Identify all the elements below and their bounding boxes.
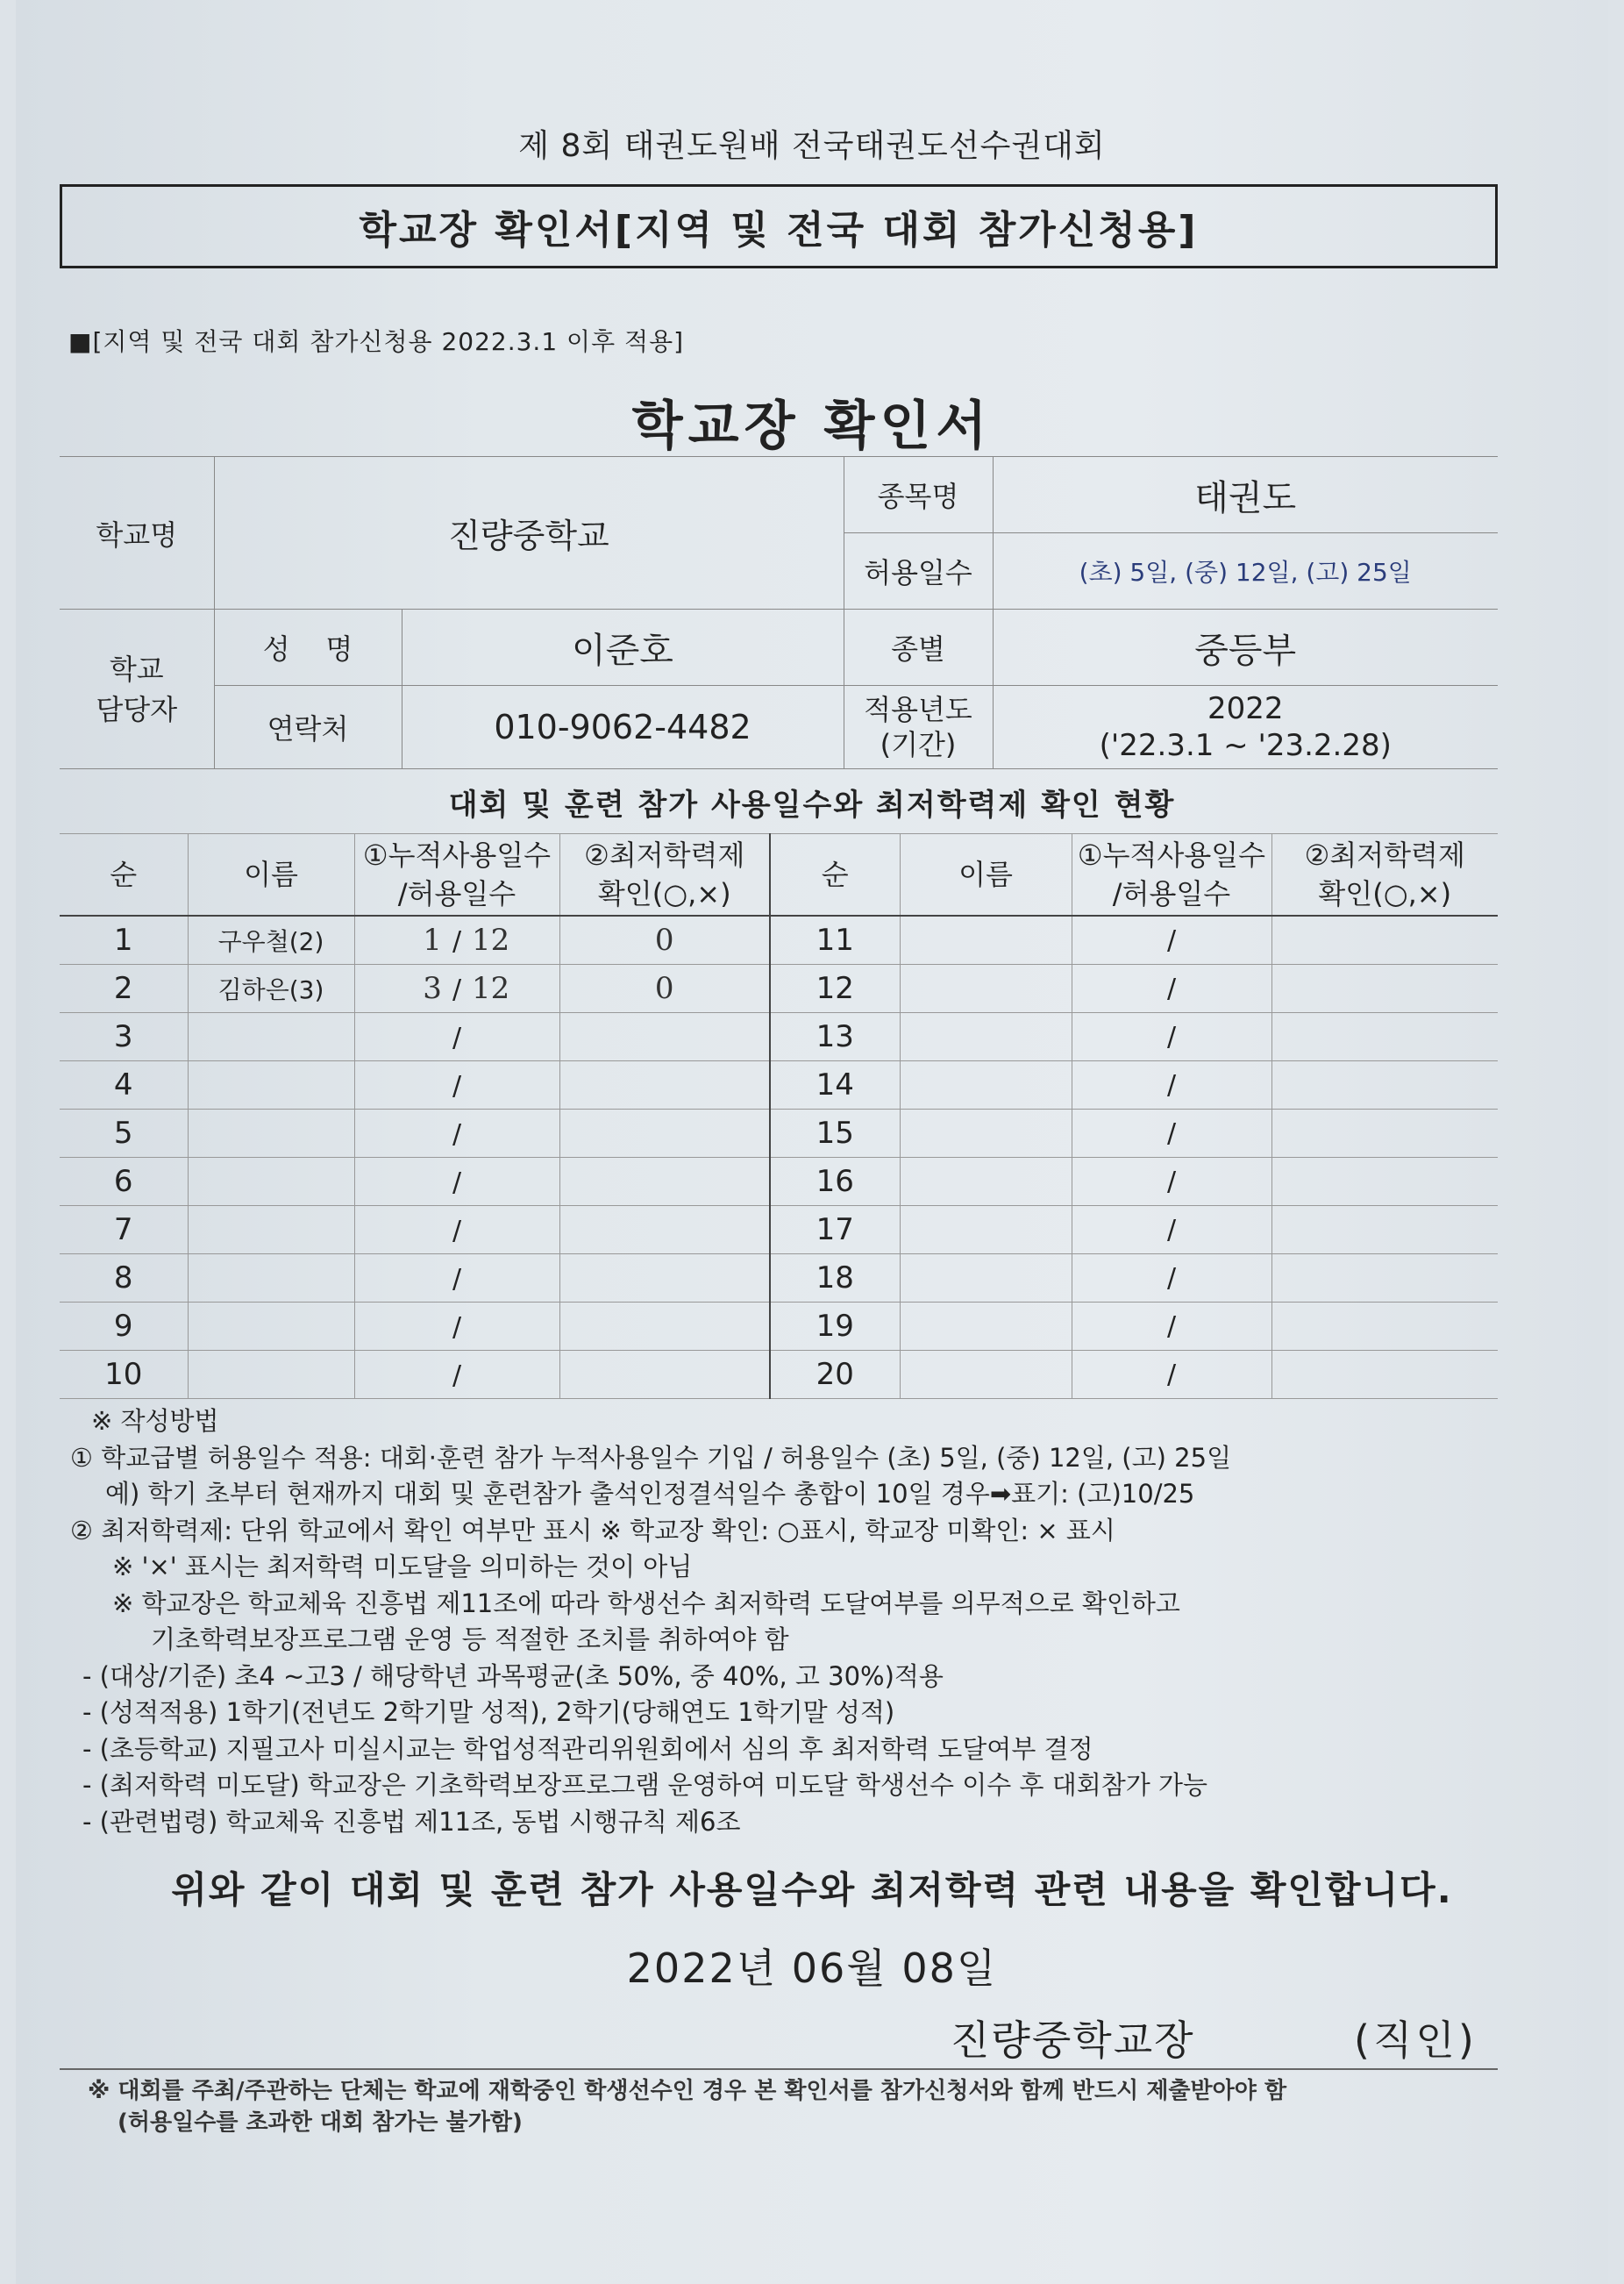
header-min-line2: 확인(○,×) bbox=[597, 877, 731, 910]
row-number: 17 bbox=[770, 1206, 900, 1254]
header-min bbox=[1271, 834, 1498, 917]
row-number: 15 bbox=[770, 1110, 900, 1158]
row-number: 8 bbox=[60, 1254, 188, 1303]
footnote-line2: (허용일수를 초과한 대회 참가는 불가함) bbox=[118, 2109, 523, 2136]
used-days: 3 bbox=[423, 971, 442, 1006]
instruction-line: ※ '×' 표시는 최저학력 미도달을 의미하는 것이 아님 bbox=[112, 1552, 693, 1581]
slash-separator: / bbox=[452, 926, 462, 957]
main-title: 학교장 확인서 bbox=[631, 396, 993, 457]
min-achievement-check bbox=[1271, 1303, 1498, 1351]
header-days-line2: /허용일수 bbox=[397, 877, 516, 910]
row-number: 2 bbox=[60, 965, 188, 1013]
min-achievement-check bbox=[559, 1206, 770, 1254]
header-days bbox=[1072, 834, 1271, 917]
instruction-line: - (대상/기준) 초4 ~고3 / 해당학년 과목평균(초 50%, 중 40%, 고 30%)적용 bbox=[82, 1660, 944, 1691]
min-achievement-check bbox=[559, 1254, 770, 1303]
header-name: 이름 bbox=[188, 834, 354, 917]
student-name bbox=[900, 1061, 1072, 1110]
contact-label bbox=[60, 610, 214, 769]
school-name-value: 진량중학교 bbox=[214, 457, 844, 610]
table-row bbox=[60, 916, 1498, 965]
min-achievement-check bbox=[559, 1303, 770, 1351]
row-number: 18 bbox=[770, 1254, 900, 1303]
student-name bbox=[188, 1061, 354, 1110]
days-cell bbox=[354, 1158, 559, 1206]
row-number: 5 bbox=[60, 1110, 188, 1158]
days-cell: / bbox=[1072, 1158, 1271, 1206]
instruction-line: - (최저학력 미도달) 학교장은 기초학력보장프로그램 운영하여 미도달 학생선수 이수 후 대회참가 가능 bbox=[82, 1770, 1208, 1800]
row-number: 9 bbox=[60, 1303, 188, 1351]
slash-separator: / bbox=[452, 1023, 462, 1053]
allowed-days: 12 bbox=[472, 923, 510, 958]
student-name bbox=[900, 1254, 1072, 1303]
slash-separator: / bbox=[452, 1264, 462, 1295]
instruction-line: ② 최저학력제: 단위 학교에서 확인 여부만 표시 ※ 학교장 확인: ○표시, 학교장 미확인: × 표시 bbox=[70, 1515, 1115, 1545]
confirmation-statement: 위와 같이 대회 및 훈련 참가 사용일수와 최저학력 관련 내용을 확인합니다. bbox=[171, 1868, 1453, 1911]
year-value-line2: ('22.3.1 ~ '23.2.28) bbox=[1099, 728, 1392, 763]
days-cell bbox=[354, 916, 559, 965]
student-name: 구우철(2) bbox=[188, 916, 354, 965]
student-name bbox=[900, 1351, 1072, 1399]
year-label bbox=[844, 686, 993, 769]
header-no: 순 bbox=[60, 834, 188, 917]
days-cell: / bbox=[1072, 1013, 1271, 1061]
student-name: 김하은(3) bbox=[188, 965, 354, 1013]
instruction-line: - (관련법령) 학교체육 진흥법 제11조, 동법 시행규칙 제6조 bbox=[82, 1806, 741, 1837]
row-number: 11 bbox=[770, 916, 900, 965]
official-seal: (직인) bbox=[1354, 2016, 1478, 2064]
footnote-line1: ※ 대회를 주최/주관하는 단체는 학교에 재학중인 학생선수인 경우 본 확인서를 참가신청서와 함께 반드시 제출받아야 함 bbox=[88, 2078, 1287, 2104]
min-achievement-check bbox=[1271, 1254, 1498, 1303]
days-cell bbox=[354, 1351, 559, 1399]
table-row bbox=[60, 1013, 1498, 1061]
min-achievement-check: 0 bbox=[559, 916, 770, 965]
instruction-line: ① 학교급별 허용일수 적용: 대회·훈련 참가 누적사용일수 기입 / 허용일수 (초) 5일, (중) 12일, (고) 25일 bbox=[70, 1442, 1232, 1473]
table-row bbox=[60, 1303, 1498, 1351]
row-number: 14 bbox=[770, 1061, 900, 1110]
slash-separator: / bbox=[452, 1071, 462, 1102]
student-name bbox=[900, 1013, 1072, 1061]
header-days-line1: ①누적사용일수 bbox=[1077, 839, 1266, 872]
year-label-line2: (기간) bbox=[880, 728, 957, 761]
allowed-days-value: (초) 5일, (중) 12일, (고) 25일 bbox=[993, 533, 1498, 610]
student-name bbox=[188, 1013, 354, 1061]
header-days bbox=[354, 834, 559, 917]
student-name bbox=[900, 916, 1072, 965]
row-number: 12 bbox=[770, 965, 900, 1013]
student-name bbox=[188, 1206, 354, 1254]
min-achievement-check bbox=[1271, 1013, 1498, 1061]
contact-label-line2: 담당자 bbox=[96, 692, 178, 726]
student-name bbox=[188, 1110, 354, 1158]
student-name bbox=[900, 1303, 1072, 1351]
student-name bbox=[188, 1303, 354, 1351]
min-achievement-check bbox=[1271, 965, 1498, 1013]
instruction-line: - (성적적용) 1학기(전년도 2학기말 성적), 2학기(당해연도 1학기말 성적) bbox=[82, 1697, 895, 1727]
slash-separator: / bbox=[452, 1216, 462, 1246]
header-name: 이름 bbox=[900, 834, 1072, 917]
division-label: 종별 bbox=[844, 610, 993, 686]
table-row bbox=[60, 1110, 1498, 1158]
days-cell: / bbox=[1072, 1351, 1271, 1399]
min-achievement-check bbox=[1271, 1110, 1498, 1158]
days-cell bbox=[354, 1013, 559, 1061]
table-row bbox=[60, 1061, 1498, 1110]
header-min-line1: ②최저학력제 bbox=[584, 839, 745, 872]
student-name bbox=[188, 1158, 354, 1206]
min-achievement-check: 0 bbox=[559, 965, 770, 1013]
phone-value: 010-9062-4482 bbox=[402, 686, 844, 769]
student-name bbox=[900, 1206, 1072, 1254]
row-number: 4 bbox=[60, 1061, 188, 1110]
table-row bbox=[60, 1206, 1498, 1254]
table-row bbox=[60, 1351, 1498, 1399]
row-number: 7 bbox=[60, 1206, 188, 1254]
table-row bbox=[60, 965, 1498, 1013]
status-title: 대회 및 훈련 참가 사용일수와 최저학력제 확인 현황 bbox=[448, 788, 1176, 823]
slash-separator: / bbox=[452, 1312, 462, 1343]
school-info-table bbox=[60, 456, 1498, 769]
row-number: 3 bbox=[60, 1013, 188, 1061]
instruction-line: 기초학력보장프로그램 운영 등 적절한 조치를 취하여야 함 bbox=[151, 1624, 789, 1654]
phone-label: 연락처 bbox=[214, 686, 402, 769]
days-cell bbox=[354, 1110, 559, 1158]
slash-separator: / bbox=[452, 974, 462, 1005]
allowed-days: 12 bbox=[472, 971, 510, 1006]
slash-separator: / bbox=[452, 1119, 462, 1150]
min-achievement-check bbox=[559, 1061, 770, 1110]
header-days-line1: ①누적사용일수 bbox=[362, 839, 552, 872]
student-name bbox=[188, 1254, 354, 1303]
days-cell: / bbox=[1072, 1303, 1271, 1351]
days-cell: / bbox=[1072, 916, 1271, 965]
slash-separator: / bbox=[452, 1360, 462, 1391]
header-no: 순 bbox=[770, 834, 900, 917]
event-title: 제 8회 태권도원배 전국태권도선수권대회 bbox=[518, 128, 1106, 164]
status-table bbox=[60, 833, 1498, 1399]
table-row bbox=[60, 1254, 1498, 1303]
instruction-line: - (초등학교) 지필고사 미실시교는 학업성적관리위원회에서 심의 후 최저학력 도달여부 결정 bbox=[82, 1733, 1093, 1764]
slash-separator: / bbox=[452, 1167, 462, 1198]
days-cell bbox=[354, 1254, 559, 1303]
year-value bbox=[993, 686, 1498, 769]
year-label-line1: 적용년도 bbox=[864, 693, 972, 726]
row-number: 1 bbox=[60, 916, 188, 965]
instructions-heading: ※ 작성방법 bbox=[91, 1406, 219, 1436]
event-label: 종목명 bbox=[844, 457, 993, 533]
row-number: 19 bbox=[770, 1303, 900, 1351]
days-cell bbox=[354, 965, 559, 1013]
footer-divider bbox=[60, 2068, 1498, 2070]
header-min-line1: ②최저학력제 bbox=[1304, 839, 1465, 872]
row-number: 13 bbox=[770, 1013, 900, 1061]
header-days-line2: /허용일수 bbox=[1112, 877, 1231, 910]
allowed-days-label: 허용일수 bbox=[844, 533, 993, 610]
student-name bbox=[188, 1351, 354, 1399]
student-name bbox=[900, 965, 1072, 1013]
school-name-label: 학교명 bbox=[60, 457, 214, 610]
min-achievement-check bbox=[559, 1110, 770, 1158]
table-row bbox=[60, 1158, 1498, 1206]
instruction-line: ※ 학교장은 학교체육 진흥법 제11조에 따라 학생선수 최저학력 도달여부를 의무적으로 확인하고 bbox=[112, 1588, 1180, 1618]
apply-note: ■[지역 및 전국 대회 참가신청용 2022.3.1 이후 적용] bbox=[68, 327, 685, 356]
days-cell: / bbox=[1072, 1061, 1271, 1110]
days-cell bbox=[354, 1061, 559, 1110]
instruction-line: 예) 학기 초부터 현재까지 대회 및 훈련참가 출석인정결석일수 총합이 10일 경우➡표기: (고)10/25 bbox=[105, 1479, 1195, 1509]
row-number: 10 bbox=[60, 1351, 188, 1399]
days-cell bbox=[354, 1206, 559, 1254]
min-achievement-check bbox=[1271, 1158, 1498, 1206]
used-days: 1 bbox=[423, 923, 442, 958]
instructions bbox=[70, 1403, 1526, 1840]
issue-date: 2022년 06월 08일 bbox=[626, 1945, 998, 1992]
name-label: 성 명 bbox=[214, 610, 402, 686]
contact-label-line1: 학교 bbox=[109, 652, 164, 686]
student-name bbox=[900, 1110, 1072, 1158]
min-achievement-check bbox=[1271, 1061, 1498, 1110]
min-achievement-check bbox=[559, 1351, 770, 1399]
days-cell: / bbox=[1072, 1206, 1271, 1254]
days-cell: / bbox=[1072, 1254, 1271, 1303]
days-cell bbox=[354, 1303, 559, 1351]
header-min bbox=[559, 834, 770, 917]
year-value-line1: 2022 bbox=[1207, 691, 1284, 726]
name-value: 이준호 bbox=[402, 610, 844, 686]
student-name bbox=[900, 1158, 1072, 1206]
row-number: 20 bbox=[770, 1351, 900, 1399]
document-title: 학교장 확인서[지역 및 전국 대회 참가신청용] bbox=[60, 184, 1498, 268]
header-min-line2: 확인(○,×) bbox=[1318, 877, 1452, 910]
min-achievement-check bbox=[1271, 1206, 1498, 1254]
row-number: 16 bbox=[770, 1158, 900, 1206]
min-achievement-check bbox=[559, 1158, 770, 1206]
principal-name: 진량중학교장 bbox=[951, 2016, 1195, 2064]
division-value: 중등부 bbox=[993, 610, 1498, 686]
min-achievement-check bbox=[1271, 916, 1498, 965]
days-cell: / bbox=[1072, 965, 1271, 1013]
min-achievement-check bbox=[559, 1013, 770, 1061]
min-achievement-check bbox=[1271, 1351, 1498, 1399]
row-number: 6 bbox=[60, 1158, 188, 1206]
event-value: 태권도 bbox=[993, 457, 1498, 533]
days-cell: / bbox=[1072, 1110, 1271, 1158]
footnote bbox=[88, 2075, 1286, 2138]
